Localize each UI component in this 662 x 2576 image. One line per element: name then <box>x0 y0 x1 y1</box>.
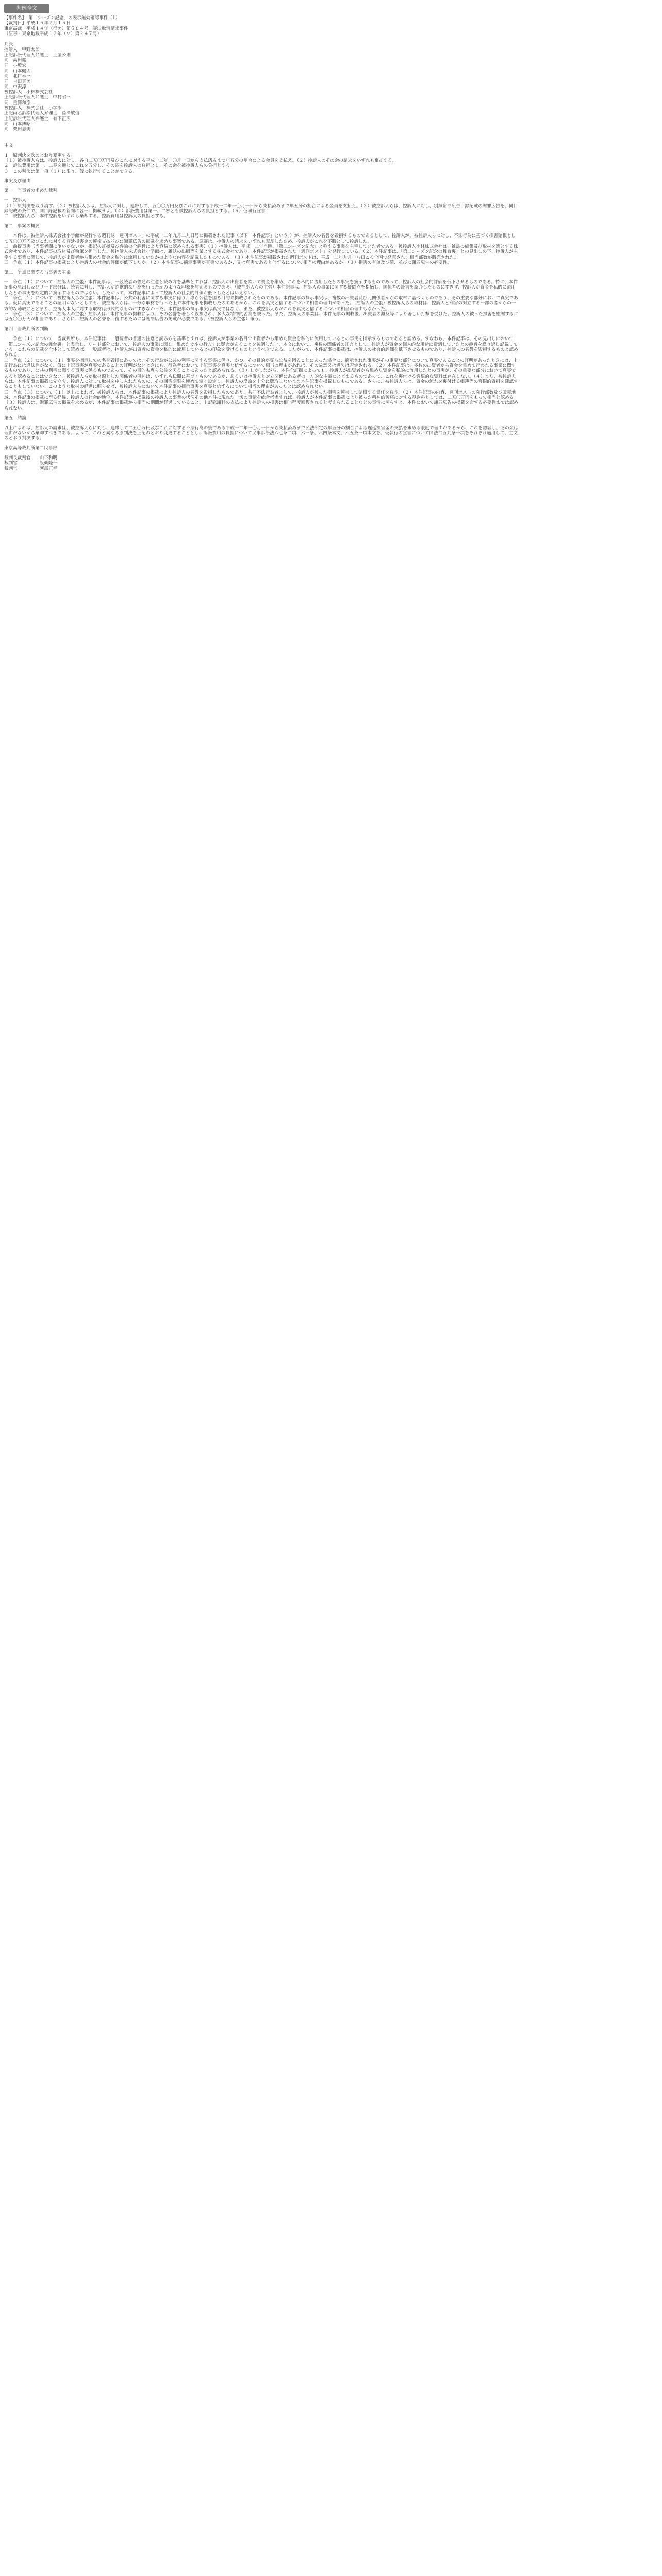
body-paragraph: ２ 訴訟費用は第一、二審を通じてこれを五分し、その四を控訴人の負担とし、その余を被控訴人らの負担とする。 <box>4 163 235 169</box>
case-info-line: 【事件名】「第二シーズン記念」の表示無効確認事件（1） <box>4 15 120 21</box>
body-paragraph: （１）原判決を取り消す。（２）被控訴人らは、控訴人に対し、連帯して、五〇〇万円及びこれに対する平成一二年一〇月一日から支払済みまで年五分の割合による金員を支払え。（３）被控訴人らは、控訴人に対し、別紙謝罪広告目録記載の謝罪広告を、同目録記載の条件で、同目録記載の新聞に各一回掲載せよ。（４）訴訟費用は第一、二審とも被控訴人らの負担とする。（５）仮執行宣言 <box>4 203 518 214</box>
party-line: 同 高田進 <box>4 58 26 63</box>
body-paragraph: 二 前提事実（当事者間に争いがないか、掲記の証拠及び弁論の全趣旨により容易に認められる事実）（１）控訴人は、平成一二年当時、「第二シーズン記念」と称する事業を主宰していた者である。被控訴人小林株式会社は、雑誌の編集及び取材を業とする株式会社であり、本件記事の取材及び執筆を担当した。被控訴人株式会社小学館は、雑誌の出版等を業とする株式会社であり、本件記事が掲載された「週刊ポスト」を発行している。（２）本件記事は、「第二シーズン記念の舞台裏」との見出しの下、控訴人が主宰する事業に関して、控訴人が出資者から集めた資金を私的に流用していたかのような内容を記載したものである。（３）本件記事が掲載された週刊ポストは、平成一二年九月一八日ころ全国で発売され、相当部数が販売された。 <box>4 244 518 260</box>
body-paragraph: （１）被控訴人らは、控訴人に対し、各自二五〇万円及びこれに対する平成一二年一〇月一日から支払済みまで年五分の割合による金員を支払え。（２）控訴人のその余の請求をいずれも棄却する。 <box>4 158 397 163</box>
body-paragraph: 一 争点（１）について（控訴人の主張）本件記事は、一般読者の普通の注意と読み方を基準とすれば、控訴人が出資者を欺いて資金を集め、これを私的に流用したとの事実を摘示するものであって、控訴人の社会的評価を低下させるものである。特に、本件記事の見出し及びリード部分は、読者に対し、控訴人が詐欺的な行為を行ったかのような印象を与えるものである。（被控訴人らの主張）本件記事は、控訴人の事業に関する疑問点を指摘し、関係者の証言を紹介したものにすぎず、控訴人が資金を私的に流用したとの事実を断定的に摘示するものではない。したがって、本件記事によって控訴人の社会的評価が低下したとはいえない。 <box>4 279 518 296</box>
party-line: 控訴人 甲野太郎 <box>4 47 40 53</box>
body-paragraph: 一 本件は、被控訴人株式会社小学館が発行する週刊誌「週刊ポスト」の平成一二年九月二九日号に掲載された記事（以下「本件記事」という。）が、控訴人の名誉を毀損するものであるとして、控訴人が、被控訴人らに対し、不法行為に基づく損害賠償として五〇〇万円及びこれに対する遅延損害金の連帯支払並びに謝罪広告の掲載を求めた事案である。原審は、控訴人の請求をいずれも棄却したため、控訴人がこれを不服として控訴した。 <box>4 233 516 244</box>
party-line: 同 栗田恵美 <box>4 127 31 132</box>
body-paragraph: ３ この判決は第一項（１）に限り、仮に執行することができる。 <box>4 168 137 174</box>
body-paragraph: 三 争点（１）本件記事の掲載により控訴人の社会的評価が低下したか。（２）本件記事の摘示事実が真実であるか、又は真実であると信ずるについて相当の理由があるか。（３）損害の有無及び額、並びに謝罪広告の必要性。 <box>4 260 452 265</box>
party-line: 被控訴人 株式会社 小学館 <box>4 106 62 111</box>
party-line: 上記訴訟代理人弁護士 中村昭三 <box>4 95 71 100</box>
body-paragraph: 以上によれば、控訴人の請求は、被控訴人らに対し、連帯して二五〇万円及びこれに対する不法行為の後である平成一二年一〇月一日から支払済みまで民法所定の年五分の割合による遅延損害金の支払を求める限度で理由があるから、これを認容し、その余は理由がないから棄却すべきである。よって、これと異なる原判決を上記のとおり変更することとし、訴訟費用の負担について民事訴訟法六七条二項、六一条、六四条本文、六五条一項本文を、仮執行の宣言について同法二五九条一項をそれぞれ適用して、主文のとおり判決する。 <box>4 425 518 442</box>
party-line: 同 吉田真美 <box>4 79 31 84</box>
body-paragraph: 三 争点（３）について（１）以上によれば、被控訴人らは、本件記事の掲載により控訴人の名誉を毀損したものであり、共同不法行為者として、控訴人が被った損害を連帯して賠償する責任を負う。（２）本件記事の内容、週刊ポストの発行部数及び販売地域、本件記事の掲載に至る経緯、控訴人の社会的地位、本件記事の掲載後の控訴人の事業の状況その他本件に現れた一切の事情を総合考慮すれば、控訴人が本件記事の掲載により被った精神的苦痛に対する慰謝料としては、二五〇万円をもって相当と認める。（３）控訴人は、謝罪広告の掲載を求めるが、本件記事の掲載から相当の期間が経過していること、上記慰謝料の支払により控訴人の損害は相当程度回復されると考えられることなどの事情に照らすと、本件において謝罪広告の掲載を命ずる必要性までは認められない。 <box>4 389 518 411</box>
party-line: 同 重澤和彦 <box>4 100 31 106</box>
body-paragraph: 二 争点（２）について（被控訴人らの主張）本件記事は、公共の利害に関する事実に係り、専ら公益を図る目的で掲載されたものである。本件記事の摘示事実は、複数の出資者及び元関係者からの取材に基づくものであり、その重要な部分において真実である。仮に真実であることの証明がないとしても、被控訴人らは、十分な取材を行った上で本件記事を掲載したのであるから、これを真実と信ずるについて相当の理由があった。（控訴人の主張）被控訴人らの取材は、控訴人と利害の対立する一部の者からの一方的な聴取にとどまり、控訴人本人に対する取材は形式的なものにすぎなかった。本件記事の摘示事実は真実ではなく、また、被控訴人らがこれを真実と信ずるについて相当の理由もなかった。 <box>4 295 518 312</box>
body-paragraph: 裁判官 阿部正幸 <box>4 466 58 471</box>
party-line: 同 山本博昭 <box>4 121 31 127</box>
body-paragraph: 裁判官 設楽隆一 <box>4 461 58 466</box>
party-line: 同 北口幸三 <box>4 74 31 79</box>
body-paragraph: 裁判長裁判官 山下和明 <box>4 455 58 461</box>
party-line: 同 山本健太 <box>4 68 31 74</box>
section-heading: 第一 当事者の求めた裁判 <box>4 188 58 194</box>
section-heading: 第五 結論 <box>4 415 26 421</box>
party-line: 同 小坂宏 <box>4 63 26 69</box>
document-type-badge: 判例全文 <box>4 4 49 13</box>
section-heading: 第四 当裁判所の判断 <box>4 327 48 332</box>
party-line: 判決 <box>4 42 13 47</box>
body-paragraph: 一 控訴人 <box>4 198 26 204</box>
body-paragraph: 一 争点（１）について 当裁判所も、本件記事は、一般読者の普通の注意と読み方を基準とすれば、控訴人が事業の名目で出資者から集めた資金を私的に流用しているとの事実を摘示するものであると認める。すなわち、本件記事は、その見出しにおいて「第二シーズン記念の舞台裏」と表示し、リード部分において、控訴人の事業に関し「集めたカネの行方」に疑念があることを強調した上、本文において、複数の関係者の証言として、控訴人が資金を個人的な用途に費消していたとの趣旨を繰り返し記載している。これらの記載を全体として読めば、一般読者は、控訴人が出資者の資金を私的に流用しているとの印象を受けるものというべきである。したがって、本件記事の掲載は、控訴人の社会的評価を低下させるものであり、控訴人の名誉を毀損するものと認められる。 <box>4 336 518 358</box>
party-line: 上記両名訴訟代理人弁理士 藤澤敏信 <box>4 111 80 116</box>
section-heading: 主文 <box>4 143 13 148</box>
party-line: 同 中沢淳 <box>4 84 26 90</box>
case-info-line: 【裁判日】平成１５年７月１５日 <box>4 21 71 26</box>
body-paragraph: 三 争点（３）について（控訴人の主張）控訴人は、本件記事の掲載により、その名誉を著しく毀損され、多大な精神的苦痛を被った。また、控訴人の事業は、本件記事の掲載後、出資者の離反等により著しい打撃を受けた。控訴人の被った損害を慰謝するには五〇〇万円が相当であり、さらに、控訴人の名誉を回復するためには謝罪広告の掲載が必要である。（被控訴人らの主張）争う。 <box>4 311 519 323</box>
case-header <box>4 15 520 132</box>
section-heading: 事実及び理由 <box>4 178 31 184</box>
case-info-line: 東京高裁 平成１４年（行ケ）第５６４号 審決取消請求事件 <box>4 26 128 31</box>
case-info-line: （原審・東京地裁平成１２年（ワ）第２４７号） <box>4 31 102 37</box>
body-paragraph: 二 争点（２）について（１）事実を摘示しての名誉毀損にあっては、その行為が公共の利害に関する事実に係り、かつ、その目的が専ら公益を図ることにあった場合に、摘示された事実がその重要な部分について真実であることの証明があったときには、上記行為には違法性がなく、仮に上記事実が真実であることの証明がないときにも、行為者において上記事実を真実と信ずるについて相当の理由があれば、その故意又は過失は否定される。（２）本件記事は、多数の出資者から資金を集めて行われる事業に関するものであり、公共の利害に関する事実に係るものであって、その目的も専ら公益を図ることにあったと認められる。（３）しかしながら、本件全証拠によっても、控訴人が出資者から集めた資金を私的に流用したとの事実が、その重要な部分において真実であると認めることはできない。被控訴人らが取材源とした関係者の供述は、いずれも伝聞に基づくものであるか、あるいは控訴人と対立関係にある者の一方的な主張にとどまるものであって、これを裏付ける客観的な資料は存在しない。（４）また、被控訴人らは、本件記事の掲載に先立ち、控訴人に対して取材を申し入れたものの、その回答期限を極めて短く設定し、控訴人の反論を十分に聴取しないまま本件記事を掲載したものである。さらに、被控訴人らは、資金の流れを裏付ける帳簿等の客観的資料を確認することもしていない。このような取材の経過に照らせば、被控訴人らにおいて本件記事の摘示事実を真実と信ずるについて相当の理由があったとは認められない。 <box>4 358 518 390</box>
judgment-body <box>4 139 520 471</box>
section-heading: 東京高等裁判所第二民事部 <box>4 446 58 451</box>
section-heading: 第二 事案の概要 <box>4 224 40 229</box>
spacer <box>4 37 520 42</box>
body-paragraph: １ 原判決を次のとおり変更する。 <box>4 152 75 158</box>
party-line: 上記訴訟代理人弁護士 土屋公則 <box>4 53 71 58</box>
party-line: 被控訴人 小林株式会社 <box>4 90 53 95</box>
party-line: 上記訴訟代理人弁護士 有下正広 <box>4 116 71 122</box>
body-paragraph: 二 被控訴人ら 本件控訴をいずれも棄却する。控訴費用は控訴人の負担とする。 <box>4 214 168 219</box>
section-heading: 第三 争点に関する当事者の主張 <box>4 269 71 275</box>
